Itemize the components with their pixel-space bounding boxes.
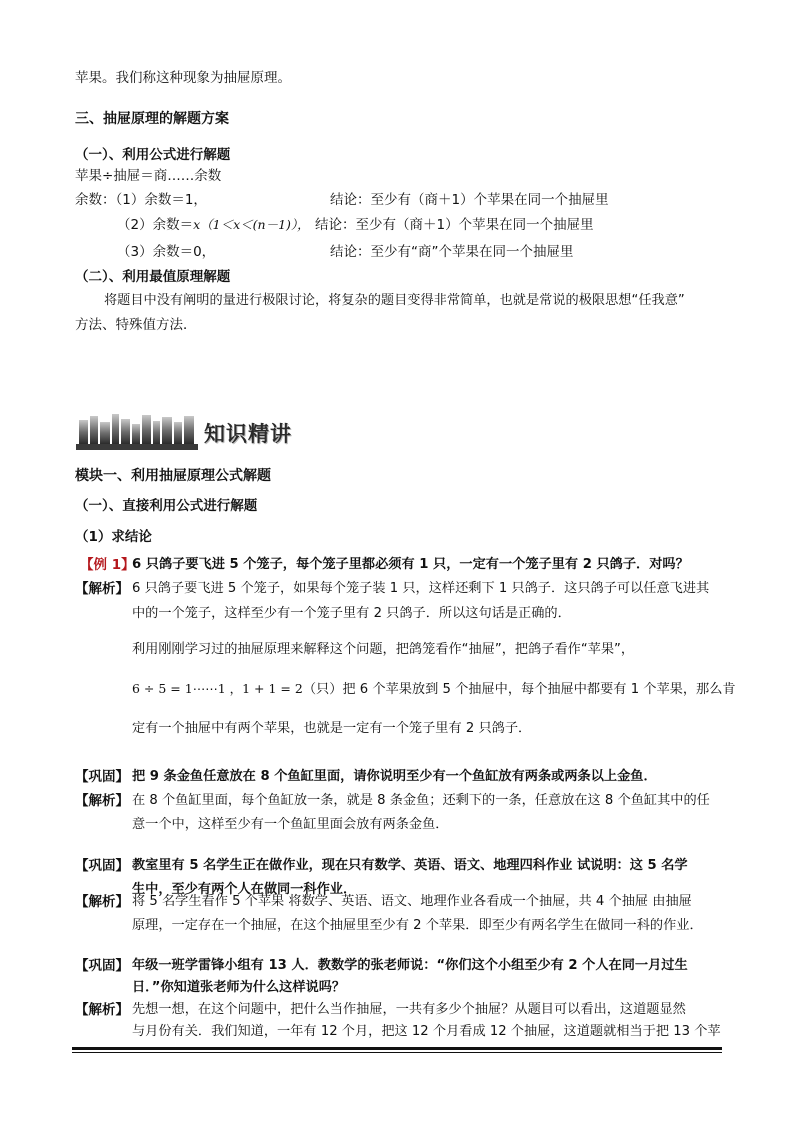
consolidate2-question-l2: 生中，至少有两个人在做同一科作业． [132, 882, 357, 897]
consolidate2-answer-tag: 【解析】 [75, 894, 129, 910]
consolidate3-answer-l2: 与月份有关．我们知道，一年有 12 个月，把这 12 个月看成 12 个抽屉，这道题就相当于把 13 个苹 [132, 1024, 721, 1039]
consolidate2-tag: 【巩固】 [75, 858, 129, 874]
sub1-title: （一）、利用公式进行解题 [75, 147, 231, 163]
example1-tag-text: 【例 1】 [80, 557, 135, 573]
knowledge-banner [76, 410, 302, 454]
sub2-text-2: 方法、特殊值方法． [75, 317, 197, 333]
consolidate3-answer-l1: 先想一想，在这个问题中，把什么当作抽屉，一共有多少个抽屉？从题目可以看出，这道题显然 [132, 1002, 686, 1017]
consolidate1-tag: 【巩固】 [75, 769, 129, 785]
consolidate2-answer-l2: 原理，一定存在一个抽屉，在这个抽屉里至少有 2 个苹果．即至少有两名学生在做同一科的作业． [132, 918, 703, 933]
example1-answer-l2: 中的一个笼子，这样至少有一个笼子里有 2 只鸽子．所以这句话是正确的． [132, 606, 571, 621]
case-1-prefix: 余数： [75, 192, 116, 208]
case-3-label: （3）余数＝0， [117, 244, 216, 260]
module1-sub: （一）、直接利用公式进行解题 [75, 498, 258, 514]
consolidate3-question-l1: 年级一班学雷锋小组有 13 人．教数学的张老师说：“你们这个小组至少有 2 个人在同一月过生 [132, 958, 688, 973]
intro-tail-line: 苹果。我们称这种现象为抽屉原理。 [75, 70, 291, 86]
consolidate3-question-l2: 日．”你知道张老师为什么这样说吗？ [132, 980, 346, 995]
example1-answer-math: 6 ÷ 5 = 1⋯⋯1 ，1 + 1 = 2 [132, 681, 303, 696]
consolidate2-question-l1: 教室里有 5 名学生正在做作业，现在只有数学、英语、语文、地理四科作业 试说明：这 5 名学 [132, 858, 688, 873]
module1-part: （1）求结论 [75, 529, 152, 545]
sub2-title: （二）、利用最值原理解题 [75, 269, 231, 285]
consolidate1-answer-l1: 在 8 个鱼缸里面，每个鱼缸放一条，就是 8 条金鱼；还剩下的一条，任意放在这 8 个鱼缸其中的任 [132, 793, 710, 808]
case-2-math: x（1＜x＜(n－1)）， [193, 217, 310, 232]
case-2-label: （2）余数＝ [117, 217, 194, 233]
consolidate2-answer-l1: 将 5 名学生看作 5 个苹果 将数学、英语、语文、地理作业各看成一个抽屉，共 4 个抽屉 由抽屉 [132, 894, 692, 909]
example1-answer-l3: 利用刚刚学习过的抽屉原理来解释这个问题，把鸽笼看作“抽屉”，把鸽子看作“苹果”， [132, 642, 635, 657]
case-2 [117, 216, 310, 234]
case-1 [75, 191, 207, 209]
sub2-text-1: 将题目中没有阐明的量进行极限讨论，将复杂的题目变得非常简单，也就是常说的极限思想“任我意” [104, 293, 685, 308]
consolidate1-answer-tag: 【解析】 [75, 793, 129, 809]
section3-heading: 三、抽屉原理的解题方案 [75, 111, 229, 127]
case-3-conclusion: 结论：至少有“商”个苹果在同一个抽屉里 [330, 244, 574, 260]
example1-answer-tag: 【解析】 [75, 581, 129, 597]
example1-question: 6 只鸽子要飞进 5 个笼子，每个笼子里都必须有 1 只，一定有一个笼子里有 2 只鸽子．对吗？ [132, 557, 689, 572]
module1-heading: 模块一、利用抽屉原理公式解题 [75, 468, 271, 484]
consolidate1-question: 把 9 条金鱼任意放在 8 个鱼缸里面，请你说明至少有一个鱼缸放有两条或两条以上金鱼． [132, 769, 657, 784]
consolidate3-tag: 【巩固】 [75, 958, 129, 974]
banner-title: 知识精讲 [204, 422, 292, 446]
example1-answer-l4: （只）把 6 个苹果放到 5 个抽屉中，每个抽屉中都要有 1 个苹果，那么肯 [302, 682, 736, 697]
case-1-label: （1）余数＝1， [115, 192, 207, 208]
case-2-conclusion: 结论：至少有（商＋1）个苹果在同一个抽屉里 [315, 217, 594, 233]
footer-rule-thick [72, 1047, 722, 1050]
example1-answer-l4-line [132, 680, 736, 699]
consolidate3-answer-tag: 【解析】 [75, 1002, 129, 1018]
case-1-conclusion: 结论：至少有（商＋1）个苹果在同一个抽屉里 [330, 192, 609, 208]
consolidate1-answer-l2: 意一个中，这样至少有一个鱼缸里面会放有两条金鱼． [132, 817, 449, 832]
footer-rule-thin [72, 1052, 722, 1053]
example1-answer-l5: 定有一个抽屉中有两个苹果，也就是一定有一个笼子里有 2 只鸽子． [132, 721, 532, 736]
example1-tag [80, 556, 135, 574]
sub1-formula: 苹果÷抽屉＝商……余数 [75, 168, 222, 184]
example1-answer-l1: 6 只鸽子要飞进 5 个笼子，如果每个笼子装 1 只，这样还剩下 1 只鸽子．这只鸽子可以任意飞进其 [132, 581, 710, 596]
